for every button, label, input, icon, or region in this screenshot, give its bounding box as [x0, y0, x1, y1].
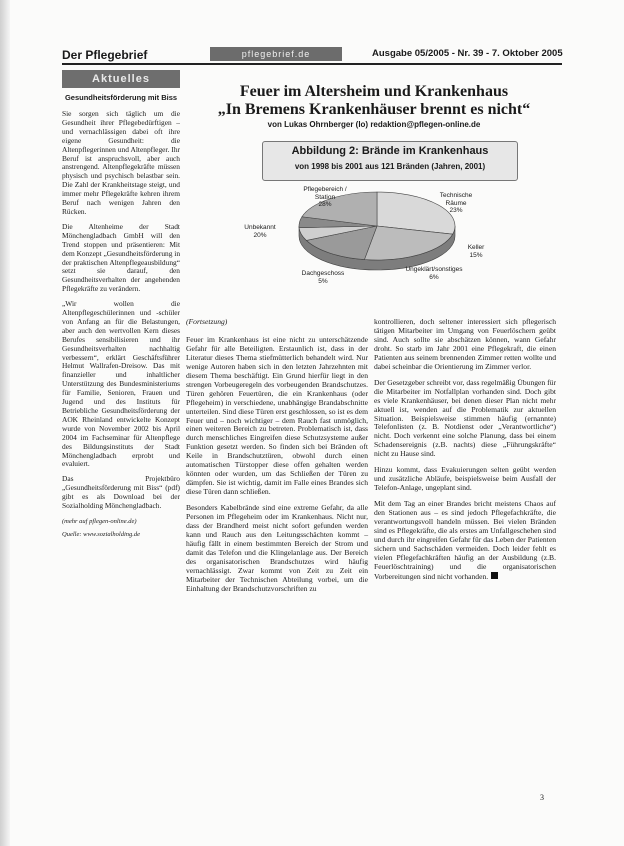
end-of-article-mark — [491, 572, 498, 579]
sidebar-more-link[interactable]: (mehr auf pflegen-online.de) — [62, 517, 137, 525]
pie-label: Dachgeschoss 5% — [301, 270, 345, 285]
figure-title: Abbildung 2: Brände im Krankenhaus — [291, 145, 489, 157]
scan-shadow — [0, 0, 10, 846]
article-column-2 — [374, 318, 556, 589]
article-column-1 — [186, 318, 368, 601]
page-number: 3 — [540, 793, 544, 802]
article-title: Feuer im Altersheim und Krankenhaus — [239, 83, 509, 100]
figure-subtitle: von 1998 bis 2001 aus 121 Bränden (Jahren, 2001) — [294, 162, 486, 171]
sidebar — [62, 70, 180, 539]
article-paragraph: Der Gesetzgeber schreibt vor, dass regelmäßig Übungen für die Mitarbeiter im Notfallplan vorhanden sind. Doch gibt es viele Krankenhäuser, bei denen dieser Plan nicht mehr aktuell ist, wenden auf die Problematik zur aktuellen Situation. Beispielsweise stimmen häufig (ernannte) Telefonlisten (z. B. Notdienst oder „Verantwortliche“) nicht. Doch verkennt eine solche Planung, dass bei einem Schadensereignis (z.B. nachts) diese „Führungskräfte“ nicht zu Hause sind. — [374, 377, 556, 459]
sidebar-paragraph: Sie sorgen sich täglich um die Gesundheit ihrer Pflegebedürftigen – und vernachlässigen dabei oft ihre eigene Gesundheit: die Altenpflegerinnen und Altenpfleger. Ihr Beruf ist anspruchsvoll, aber auch anstrengend. Altenpflegekräfte müssen physisch und psychisch belastbar sein. Die Zahl der Krankheitstage steigt, und immer mehr Pflegekräfte kehren ihrem Beruf nach wenigen Jahren den Rücken. — [62, 109, 180, 216]
article-paragraph: Mit dem Tag an einer Brandes bricht meistens Chaos auf den Stationen aus – es sind jedoch Pflegefachkräfte, die verantwortungsvoll handeln müssen. Bei vielen Bränden sind es Pflegekräfte, die als erstes am Unfallgeschehen sind und durch ihr eingreifen Gefahr für das Leben der Patienten sichern und Sachschäden vermeiden. Doch leider fehlt es vielen Pflegefachkräften häufig an der Ausbildung (z.B. Feuerlöschtraining) und die organisatorischen Vorbereitungen sind nicht vorhanden. — [374, 499, 556, 581]
article-byline: von Lukas Ohrnberger (lo) redaktion@pflegen-online.de — [267, 120, 481, 129]
sidebar-source: Quelle: www.sozialholding.de — [62, 530, 141, 538]
figure-title-box — [262, 141, 518, 181]
article-subtitle: „In Bremens Krankenhäuser brennt es nicht“ — [217, 101, 531, 118]
pie-label: Pflegebereich / Station 28% — [303, 186, 347, 208]
article-paragraph: Feuer im Krankenhaus ist eine nicht zu unterschätzende Gefahr für alle Beteiligten. Erstaunlich ist, dass in der Literatur dieses Thema stiefmütterlich behandelt wird. Nur wenige Autoren haben sich in den letzten Jahrzehnten mit diesem Thema beschäftigt. Ein Grund hierfür liegt in den strengen Vorbeugeregeln des vorbeugenden Brandschutzes. Türen gehören Feuertüren, die ein Krankenhaus (oder Pflegeheim) in verschiedene, unabhängige Brandabschnitte unterteilen. Sind diese Türen erst geschlossen, so ist es dem Feuer und – noch wichtiger – dem Rauch fast unmöglich, einen weiteren Bereich zu betreten. Problematisch ist, dass durch menschliches Eingreifen diese Schutzsysteme außer Funktion gesetzt werden. So finden sich bei Bränden oft Keile in Brandschutztüren, obwohl durch einen automatischen Türstopper diese offen gehalten werden könnten oder wurden, um das Schließen der Türen zu dämpfen. Sie ist wichtig, damit im Falle eines Brandes sich diese Türen dann schließen. — [186, 334, 368, 497]
sidebar-title: Gesundheitsförderung mit Biss — [64, 93, 178, 102]
header-rule — [62, 63, 562, 65]
article-paragraph: kontrollieren, doch seltener interessiert sich pflegerisch tätigen Mitarbeiter im Umgang von Feuerlöschern geübt sind. Auch sollte sie abschätzen können, wann Gefahr droht. So starb im Jahr 2001 eine Pflegekraft, die einen Patienten aus seinem brennenden Zimmer retten wollte und dabei scheinbar die Orientierung im Zimmer verlor. — [374, 317, 556, 371]
sidebar-heading: Aktuelles — [62, 70, 180, 88]
site-logo: pflegebrief.de — [210, 47, 342, 61]
continuation-marker: (Fortsetzung) — [186, 317, 228, 326]
article-paragraph: Hinzu kommt, dass Evakuierungen selten geübt werden und zusätzliche Abläufe, beispielsweise beim Ausfall der Telefon-Anlage, ungeplant sind. — [374, 465, 556, 493]
sidebar-paragraph: „Wir wollen die Altenpflegeschülerinnen und -schüler von Anfang an für die Belastungen, aber auch den wertvollen Kern dieses Berufes sensibilisieren und ihr Gesundheitsverhalten nachhaltig verbessern“, erklärt Geschäftsführer Helmut Wallrafen-Dreisow. Das mit finanzieller und inhaltlicher Unterstützung des Bundesministeriums für Familie, Senioren, Frauen und Jugend und des Instituts für Betriebliche Gesundheitsförderung der AOK Rheinland entwickelte Konzept wurde von November 2002 bis April 2004 im Fachseminar für Altenpflege des Bildungsinstituts der Stadt Mönchengladbach erprobt und evaluiert. — [62, 299, 180, 469]
pie-label: Unbekannt 20% — [244, 224, 276, 239]
article-paragraph: Besonders Kabelbrände sind eine extreme Gefahr, da alle Personen im Pflegeheim oder im Krankenhaus. Nicht nur, dass der Brandherd meist nicht sofort gefunden werden kann und Rauch aus den Leitungsschächten kommt – häufig fällt in einem bestimmten Bereich der Strom und damit das Telefon und die Klingelanlage aus. Der Bereich des organisatorischen Brandschutzes wird häufig vernachlässigt. Zwar kommt von Zeit zu Zeit ein Mitarbeiter der Technischen Abteilung vorbei, um die Einhaltung der Brandschutzvorschriften zu — [186, 503, 368, 593]
pie-label: Technische Räume 23% — [439, 192, 473, 214]
sidebar-paragraph: Das Projektbüro „Gesundheitsförderung mit Biss“ (pdf) gibt es als Download bei der Sozialholding Mönchengladbach. — [62, 474, 180, 511]
pie-label: Ungeklärt/sonstiges 6% — [405, 266, 463, 281]
sidebar-paragraph: Die Altenheime der Stadt Mönchengladbach GmbH will den Trend stoppen und präsentieren: Mit dem Konzept „Gesundheitsförderung in der praktischen Altenpflegeausbildung“ setzt sie darauf, den Gesundheitsverhalten der angehenden Pflegekräfte zu verändern. — [62, 221, 181, 294]
pie-label: Keller 15% — [467, 244, 485, 259]
publication-name: Der Pflegebrief — [62, 48, 148, 62]
issue-info: Ausgabe 05/2005 - Nr. 39 - 7. Oktober 2005 — [372, 48, 563, 59]
